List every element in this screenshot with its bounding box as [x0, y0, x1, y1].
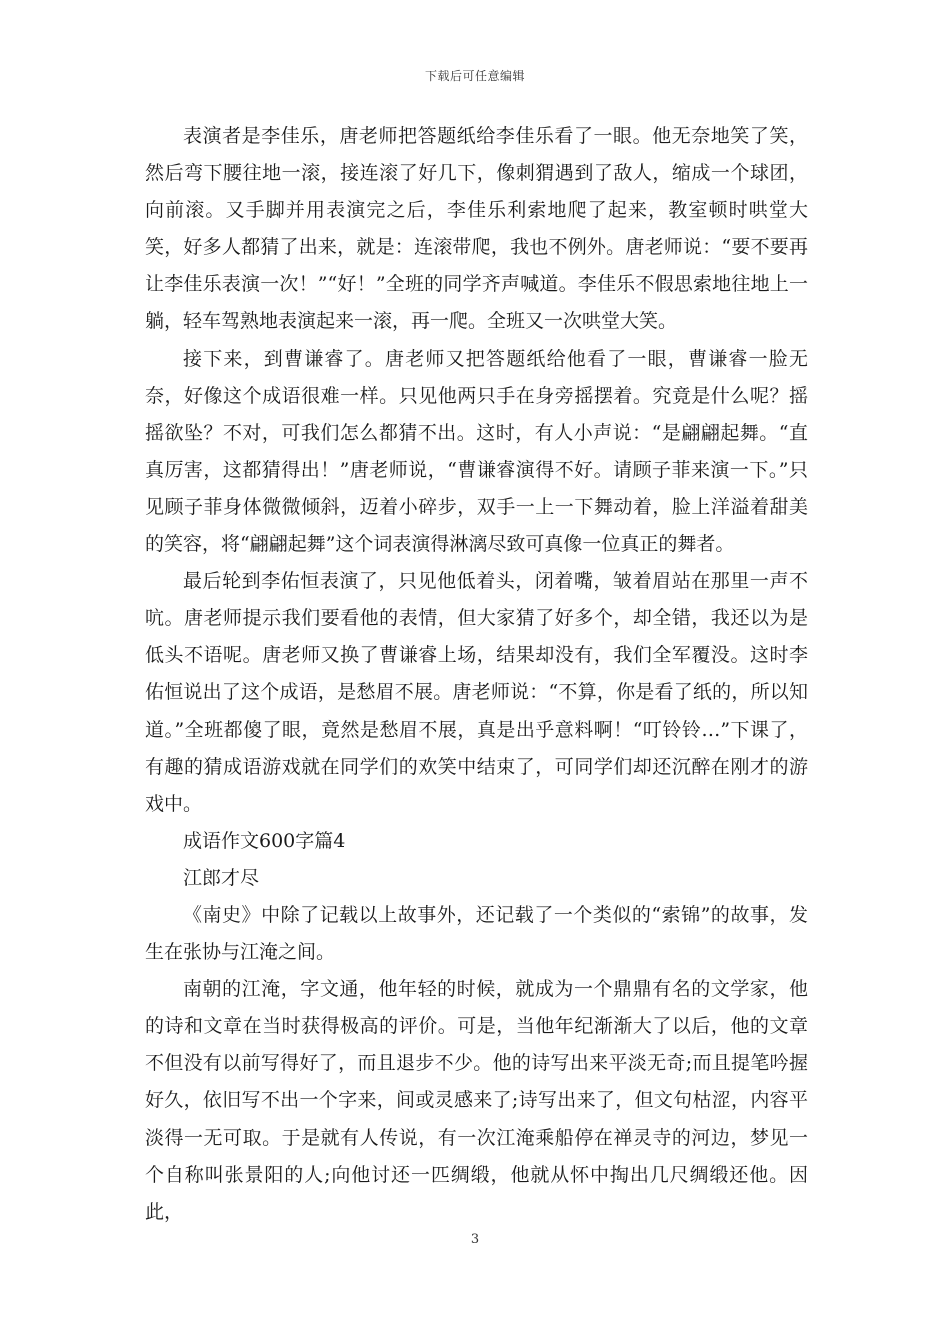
section-title: 成语作文600字篇4 [183, 829, 346, 852]
document-body [145, 118, 808, 1231]
paragraph-li-youheng-performance: 最后轮到李佑恒表演了，只见他低着头，闭着嘴，皱着眉站在那里一声不吭。唐老师提示我们要看他的表情，但大家猜了好多个，却全错，我还以为是低头不语呢。唐老师又换了曹谦睿上场，结果却没有，我们全军覆没。这时李佑恒说出了这个成语，是愁眉不展。唐老师说：“不算，你是看了纸的，所以知道。”全班都傻了眼，竟然是愁眉不展，真是出乎意料啊！“叮铃铃…”下课了，有趣的猜成语游戏就在同学们的欢笑中结束了，可同学们却还沉醉在刚才的游戏中。 [145, 570, 808, 815]
paragraph-li-jiale-performance: 表演者是李佳乐，唐老师把答题纸给李佳乐看了一眼。他无奈地笑了笑，然后弯下腰往地一滚，接连滚了好几下，像刺猬遇到了敌人，缩成一个球团，向前滚。又手脚并用表演完之后，李佳乐利索地爬了起来，教室顿时哄堂大笑，好多人都猜了出来，就是：连滚带爬，我也不例外。唐老师说：“要不要再让李佳乐表演一次！”“好！”全班的同学齐声喊道。李佳乐不假思索地往地上一躺，轻车驾熟地表演起来一滚，再一爬。全班又一次哄堂大笑。 [145, 125, 808, 333]
page-header-note: 下载后可任意编辑 [424, 69, 525, 83]
page-number: 3 [470, 1232, 480, 1247]
paragraph-jiang-yan-story: 南朝的江淹，字文通，他年轻的时候，就成为一个鼎鼎有名的文学家，他的诗和文章在当时获得极高的评价。可是，当他年纪渐渐大了以后，他的文章不但没有以前写得好了，而且退步不少。他的诗写出来平淡无奇;而且提笔吟握好久，依旧写不出一个字来，间或灵感来了;诗写出来了，但文句枯涩，内容平淡得一无可取。于是就有人传说，有一次江淹乘船停在禅灵寺的河边，梦见一个自称叫张景阳的人;向他讨还一匹绸缎，他就从怀中掏出几尺绸缎还他。因此， [145, 978, 808, 1223]
paragraph-nanshi-intro: 《南史》中除了记载以上故事外，还记载了一个类似的“索锦”的故事，发生在张协与江淹之间。 [145, 903, 808, 964]
paragraph-cao-qianrui-performance: 接下来，到曹谦睿了。唐老师又把答题纸给他看了一眼，曹谦睿一脸无奈，好像这个成语很难一样。只见他两只手在身旁摇摆着。究竟是什么呢？摇摇欲坠？不对，可我们怎么都猜不出。这时，有人小声说：“是翩翩起舞。“直真厉害，这都猜得出！”唐老师说，“曹谦睿演得不好。请顾子菲来演一下。”只见顾子菲身体微微倾斜，迈着小碎步，双手一上一下舞动着，脸上洋溢着甜美的笑容，将“翩翩起舞”这个词表演得淋漓尽致可真像一位真正的舞者。 [145, 347, 808, 556]
essay-title: 江郎才尽 [183, 866, 260, 889]
